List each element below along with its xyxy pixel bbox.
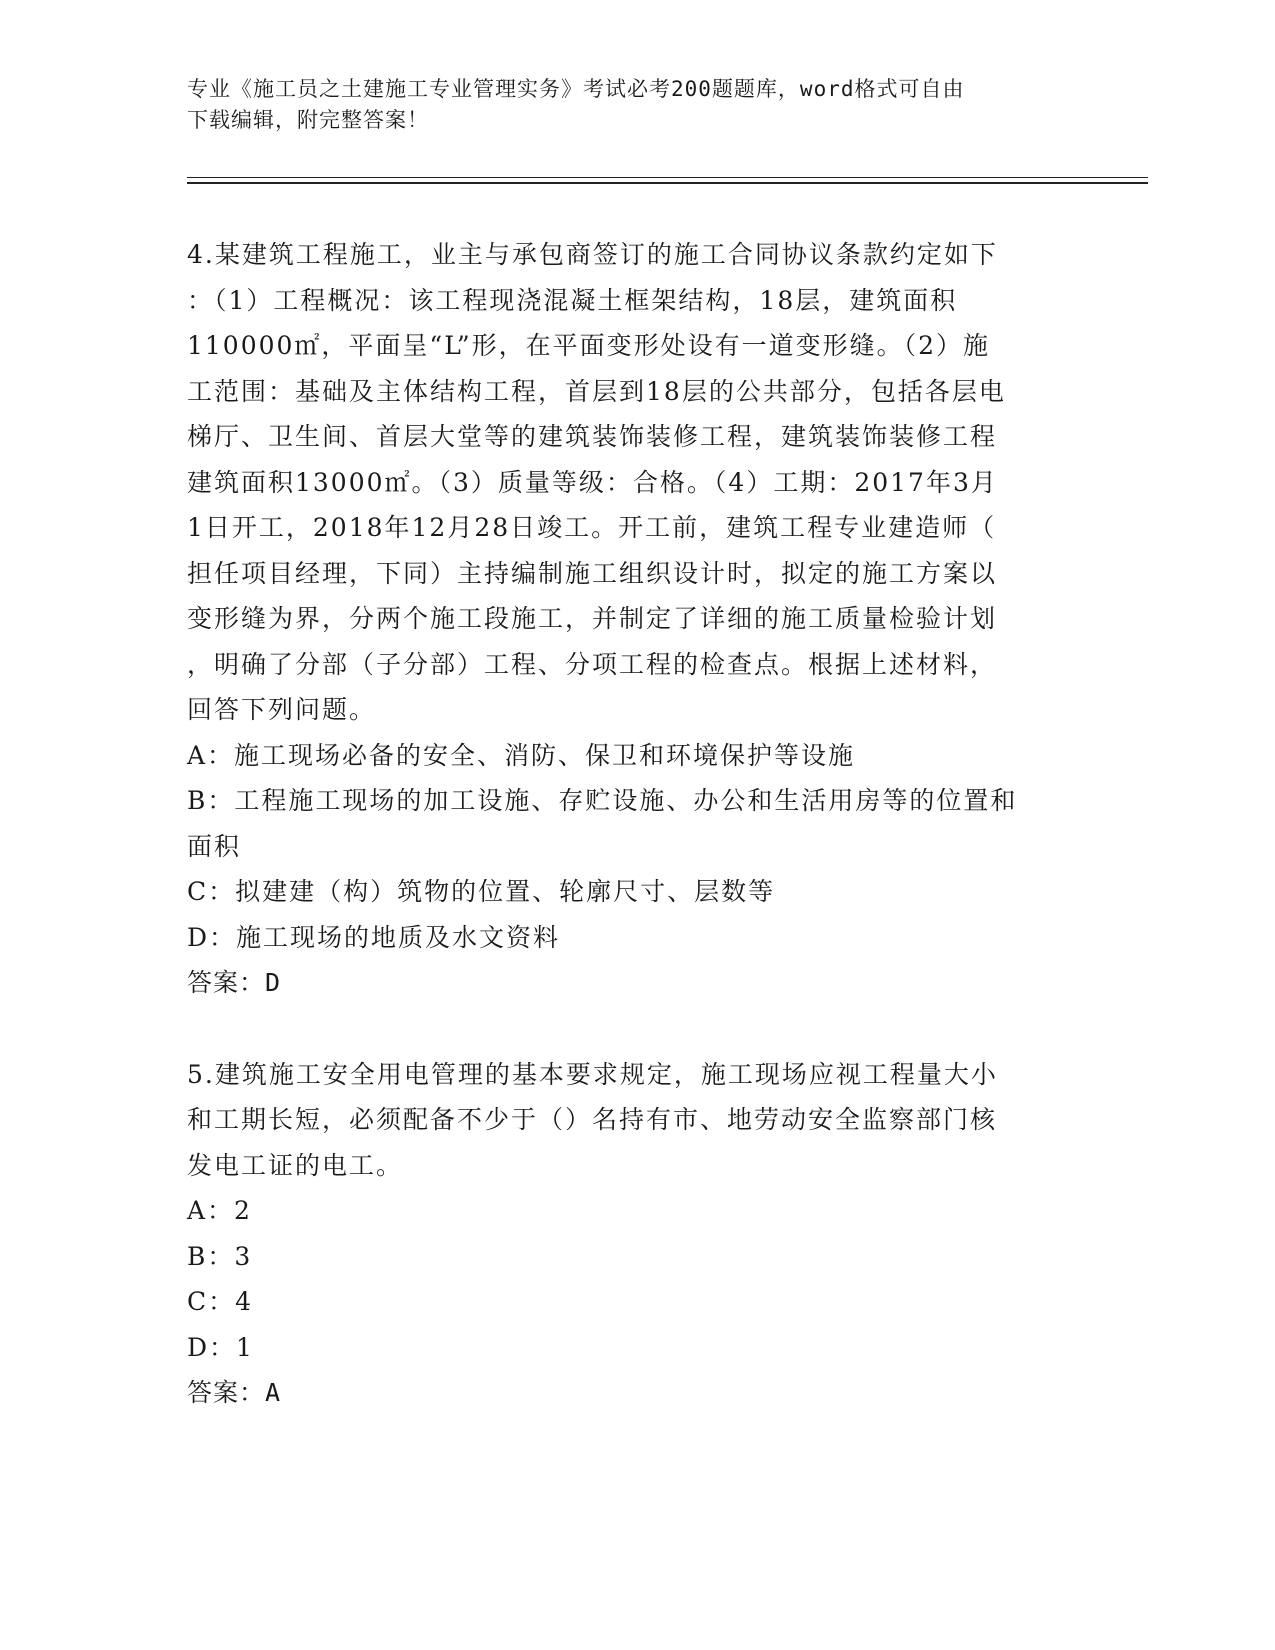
stem-line: 工范围：基础及主体结构工程，首层到18层的公共部分，包括各层电 [187, 376, 1006, 406]
option-a: A：2 [187, 1196, 252, 1225]
option-b: B：3 [187, 1241, 253, 1271]
stem-line: 发电工证的电工。 [187, 1150, 404, 1180]
option-d: D：施工现场的地质及水文资料 [187, 922, 561, 952]
header-line: 下载编辑，附完整答案！ [187, 108, 429, 132]
option-c: C：4 [187, 1287, 254, 1316]
header-divider-thick [187, 182, 1148, 184]
question-spacer [187, 1006, 1087, 1052]
stem-line: 4.某建筑工程施工，业主与承包商签订的施工合同协议条款约定如下 [187, 240, 998, 269]
option-c: C：拟建建（构）筑物的位置、轮廓尺寸、层数等 [187, 877, 776, 906]
stem-line: 建筑面积13000㎡。（3）质量等级：合格。（4）工期：2017年3月 [187, 467, 998, 497]
question-stem [187, 1052, 1087, 1189]
stem-line: ：（1）工程概况：该工程现浇混凝土框架结构，18层，建筑面积 [187, 285, 958, 315]
option-list [187, 1188, 1087, 1370]
question-list [187, 232, 1087, 1416]
question-5 [187, 1052, 1087, 1416]
stem-line: 担任项目经理，下同）主持编制施工组织设计时，拟定的施工方案以 [187, 558, 998, 588]
option-a: A：施工现场必备的安全、消防、保卫和环境保护等设施 [187, 740, 856, 770]
question-4 [187, 232, 1087, 1006]
answer-label: 答案：D [187, 968, 282, 997]
stem-line: ，明确了分部（子分部）工程、分项工程的检查点。根据上述材料， [187, 649, 998, 679]
document-header [187, 74, 1067, 136]
option-d: D：1 [187, 1332, 254, 1362]
option-b: B：工程施工现场的加工设施、存贮设施、办公和生活用房等的位置和 [187, 786, 1018, 815]
stem-line: 1日开工，2018年12月28日竣工。开工前，建筑工程专业建造师（ [187, 513, 997, 542]
stem-line: 变形缝为界，分两个施工段施工，并制定了详细的施工质量检验计划 [187, 604, 998, 633]
option-b-continued: 面积 [187, 831, 242, 861]
question-stem [187, 232, 1087, 733]
stem-line: 梯厅、卫生间、首层大堂等的建筑装饰装修工程，建筑装饰装修工程 [187, 422, 998, 451]
stem-line: 回答下列问题。 [187, 695, 377, 724]
stem-line: 5.建筑施工安全用电管理的基本要求规定，施工现场应视工程量大小 [187, 1059, 998, 1089]
stem-line: 110000㎡，平面呈“L”形，在平面变形处设有一道变形缝。（2）施 [187, 331, 991, 360]
answer-label: 答案：A [187, 1378, 282, 1407]
header-divider-thin [187, 177, 1148, 178]
header-line: 专业《施工员之土建施工专业管理实务》考试必考200题题库，word格式可自由 [187, 77, 965, 101]
stem-line: 和工期长短，必须配备不少于（）名持有市、地劳动安全监察部门核 [187, 1105, 998, 1134]
option-list [187, 733, 1087, 961]
